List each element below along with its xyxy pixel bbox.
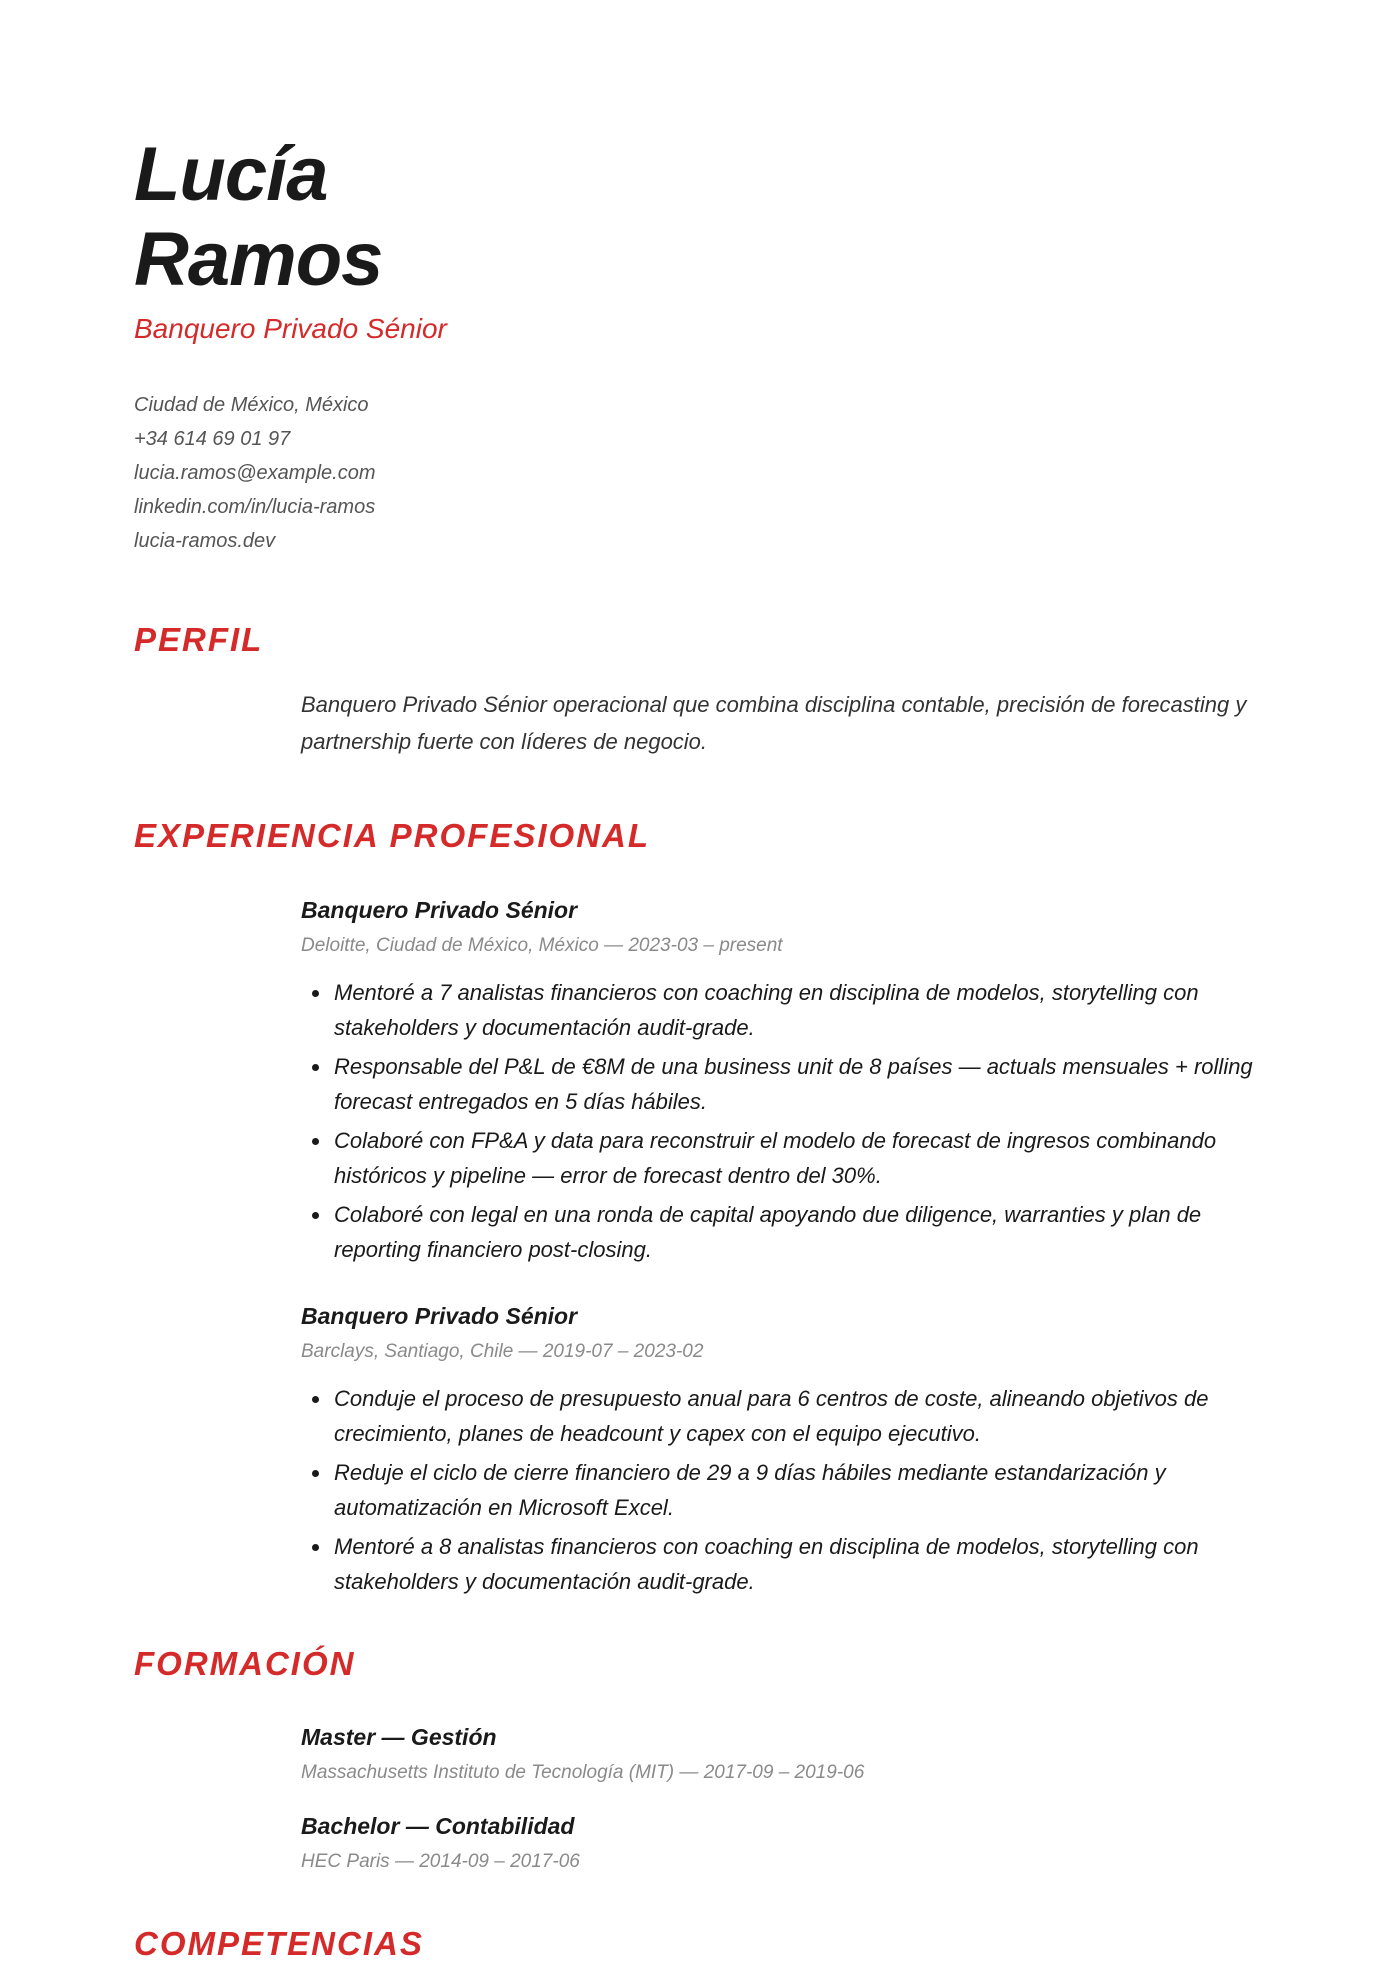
job-title: Banquero Privado Sénior [301, 1303, 578, 1329]
profile-section [301, 686, 1261, 760]
section-title-education: FORMACIÓN [134, 1645, 356, 1682]
contact-phone: +34 614 69 01 97 [134, 428, 291, 450]
degree-title: Master — Gestión [301, 1724, 497, 1750]
education-entry [301, 1722, 1261, 1786]
contact-email: lucia.ramos@example.com [134, 462, 376, 484]
experience-entry [301, 1301, 1261, 1603]
last-name: Ramos [134, 217, 383, 302]
degree-meta: HEC Paris — 2014-09 – 2017-06 [301, 1851, 580, 1872]
bullet-item: Conduje el proceso de presupuesto anual para 6 centros de coste, alineando objetivos de crecimiento, planes de headcount y capex con el equipo ejecutivo. [334, 1381, 1261, 1451]
contact-location: Ciudad de México, México [134, 394, 369, 416]
degree-title: Bachelor — Contabilidad [301, 1813, 575, 1839]
degree-meta: Massachusetts Instituto de Tecnología (MIT) — 2017-09 – 2019-06 [301, 1762, 865, 1783]
job-meta: Barclays, Santiago, Chile — 2019-07 – 2023-02 [301, 1341, 704, 1362]
bullet-item: Reduje el ciclo de cierre financiero de 29 a 9 días hábiles mediante estandarización y automatización en Microsoft Excel. [334, 1455, 1261, 1525]
section-title-profile: PERFIL [134, 621, 264, 658]
job-meta: Deloitte, Ciudad de México, México — 2023-03 – present [301, 935, 783, 956]
first-name: Lucía [134, 132, 328, 217]
contact-list [134, 388, 376, 558]
profile-summary: Banquero Privado Sénior operacional que combina disciplina contable, precisión de forecasting y partnership fuerte con líderes de negocio. [301, 692, 1247, 754]
bullet-item: Colaboré con FP&A y data para reconstruir el modelo de forecast de ingresos combinando históricos y pipeline — error de forecast dentro del 30%. [334, 1123, 1261, 1193]
education-entry [301, 1811, 1261, 1875]
job-title: Banquero Privado Sénior [301, 897, 578, 923]
candidate-role: Banquero Privado Sénior [134, 313, 447, 344]
contact-linkedin: linkedin.com/in/lucia-ramos [134, 496, 376, 518]
bullet-item: Mentoré a 8 analistas financieros con coaching en disciplina de modelos, storytelling con stakeholders y documentación audit-grade. [334, 1529, 1261, 1599]
job-bullets [301, 975, 1261, 1267]
section-title-skills: COMPETENCIAS [134, 1925, 424, 1962]
bullet-item: Responsable del P&L de €8M de una business unit de 8 países — actuals mensuales + rolling forecast entregados en 5 días hábiles. [334, 1049, 1261, 1119]
job-bullets [301, 1381, 1261, 1599]
bullet-item: Colaboré con legal en una ronda de capital apoyando due diligence, warranties y plan de reporting financiero post-closing. [334, 1197, 1261, 1267]
experience-entry [301, 895, 1261, 1271]
section-title-experience: EXPERIENCIA PROFESIONAL [134, 817, 651, 854]
contact-website: lucia-ramos.dev [134, 530, 276, 552]
bullet-item: Mentoré a 7 analistas financieros con coaching en disciplina de modelos, storytelling con stakeholders y documentación audit-grade. [334, 975, 1261, 1045]
candidate-name [134, 132, 382, 302]
